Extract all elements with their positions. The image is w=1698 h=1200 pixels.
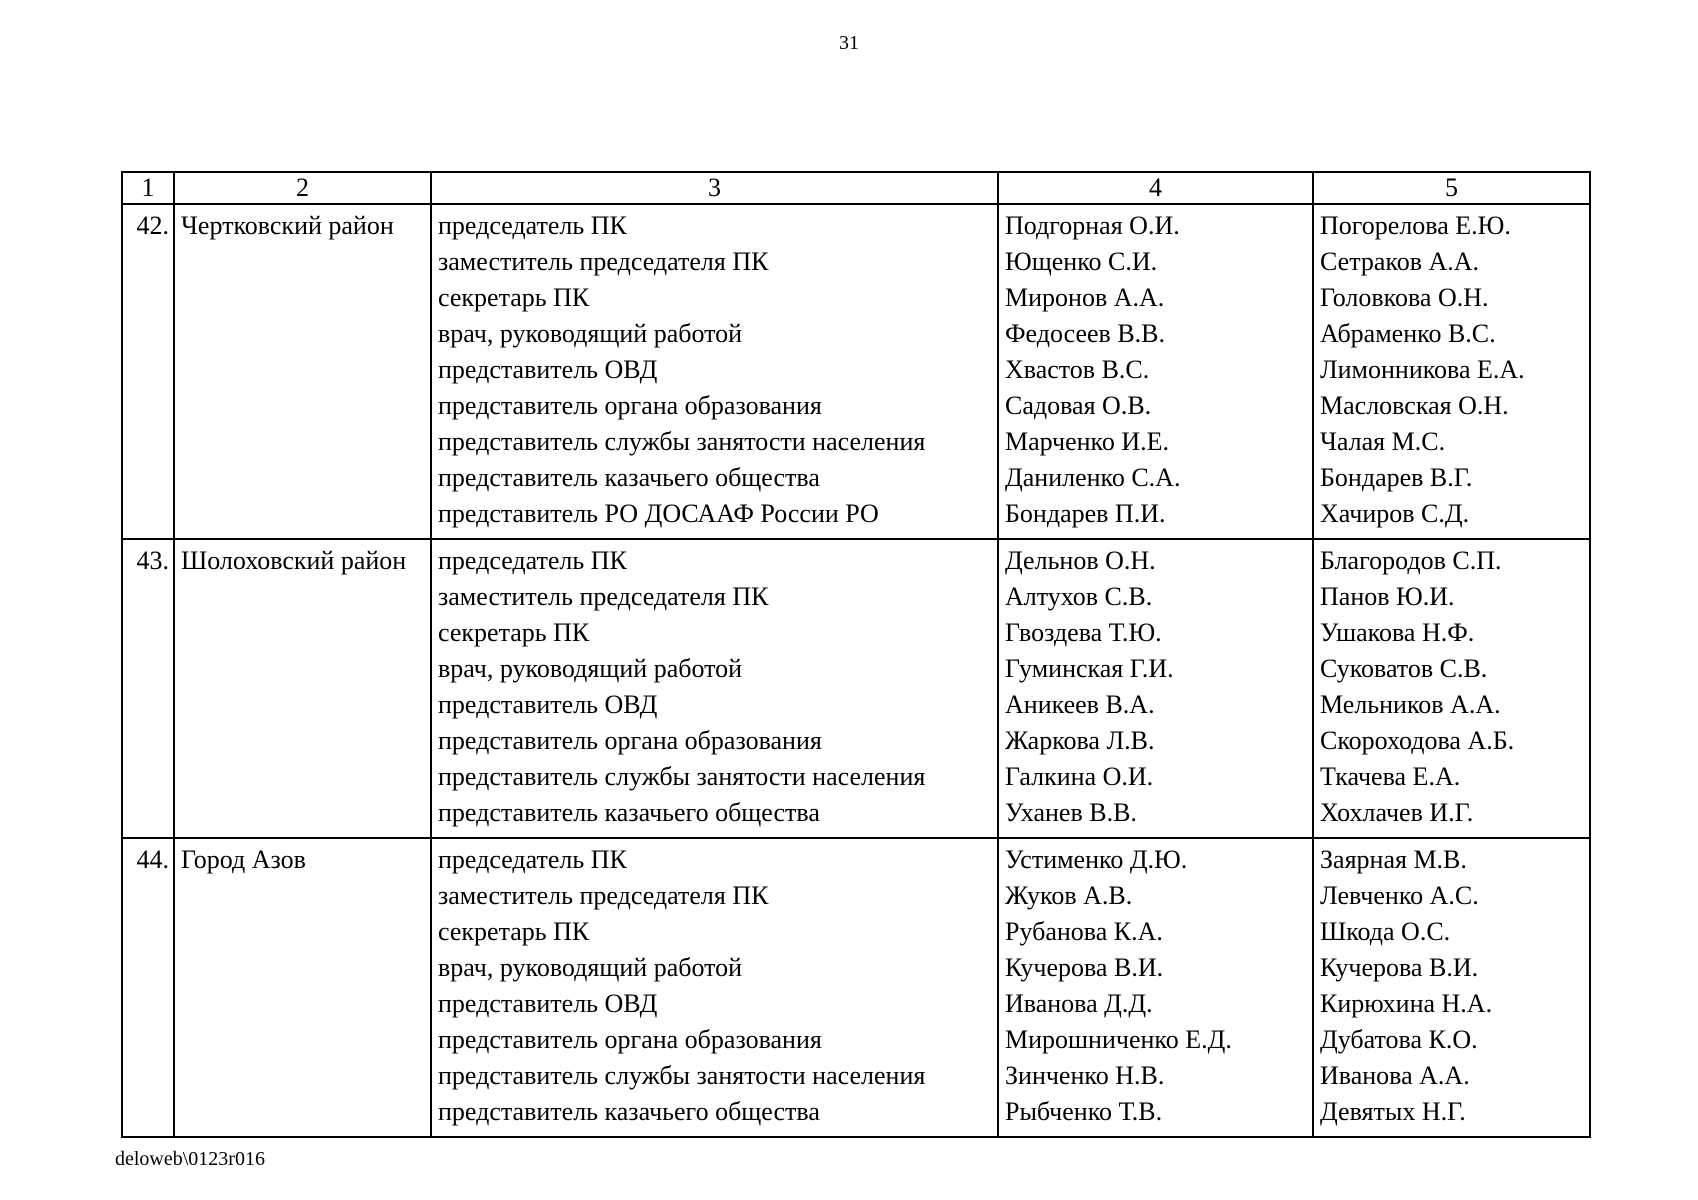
role-line: представитель казачьего общества: [438, 463, 820, 492]
member-name: Устименко Д.Ю.: [1005, 845, 1188, 874]
member-name: Марченко И.Е.: [1005, 427, 1170, 456]
member-name: Жуков А.В.: [1005, 881, 1133, 910]
member-name: Бондарев П.И.: [1005, 499, 1166, 528]
role-line: представитель РО ДОСААФ России РО: [438, 499, 879, 528]
reserve-cell: [1313, 539, 1590, 838]
reserve-name: Погорелова Е.Ю.: [1320, 211, 1511, 240]
role-line: представитель ОВД: [438, 355, 658, 384]
reserve-cell: [1313, 838, 1590, 1137]
member-name: Зинченко Н.В.: [1005, 1061, 1165, 1090]
member-name: Иванова Д.Д.: [1005, 989, 1153, 1018]
member-name: Дельнов О.Н.: [1005, 546, 1156, 575]
district-cell: [174, 204, 431, 539]
reserve-name: Ушакова Н.Ф.: [1320, 618, 1475, 647]
member-cell: [998, 539, 1313, 838]
role-line: заместитель председателя ПК: [438, 247, 769, 276]
role-cell: [431, 204, 998, 539]
table-row: [122, 838, 1590, 1137]
role-line: секретарь ПК: [438, 917, 590, 946]
reserve-name: Благородов С.П.: [1320, 546, 1502, 575]
role-line: председатель ПК: [438, 845, 627, 874]
member-name: Рыбченко Т.В.: [1005, 1097, 1163, 1126]
header-col-3: 3: [431, 172, 998, 204]
reserve-name: Абраменко В.С.: [1320, 319, 1496, 348]
reserve-name: Скороходова А.Б.: [1320, 726, 1515, 755]
role-line: представитель ОВД: [438, 690, 658, 719]
role-line: представитель ОВД: [438, 989, 658, 1018]
table-header-row: [122, 172, 1590, 204]
member-name: Ющенко С.И.: [1005, 247, 1158, 276]
role-line: представитель казачьего общества: [438, 798, 820, 827]
member-name: Жаркова Л.В.: [1005, 726, 1155, 755]
district-cell: [174, 539, 431, 838]
member-name: Миронов А.А.: [1005, 283, 1165, 312]
member-name: Кучерова В.И.: [1005, 953, 1164, 982]
reserve-name: Хачиров С.Д.: [1320, 499, 1470, 528]
reserve-name: Иванова А.А.: [1320, 1061, 1470, 1090]
reserve-name: Левченко А.С.: [1320, 881, 1479, 910]
reserve-name: Лимонникова Е.А.: [1320, 355, 1525, 384]
role-cell: [431, 539, 998, 838]
reserve-name: Чалая М.С.: [1320, 427, 1446, 456]
row-number: 42.: [122, 204, 174, 539]
table-row: [122, 539, 1590, 838]
reserve-name: Кучерова В.И.: [1320, 953, 1479, 982]
role-line: председатель ПК: [438, 546, 627, 575]
reserve-name: Заярная М.В.: [1320, 845, 1467, 874]
role-line: представитель казачьего общества: [438, 1097, 820, 1126]
role-line: заместитель председателя ПК: [438, 582, 769, 611]
role-line: секретарь ПК: [438, 618, 590, 647]
header-col-5: 5: [1313, 172, 1590, 204]
reserve-name: Дубатова К.О.: [1320, 1025, 1478, 1054]
footer-document-code: deloweb\0123r016: [115, 1148, 265, 1170]
reserve-name: Мельников А.А.: [1320, 690, 1501, 719]
reserve-name: Бондарев В.Г.: [1320, 463, 1473, 492]
member-name: Садовая О.В.: [1005, 391, 1152, 420]
member-name: Подгорная О.И.: [1005, 211, 1180, 240]
reserve-name: Суковатов С.В.: [1320, 654, 1488, 683]
district-name: Город Азов: [181, 845, 306, 874]
reserve-name: Шкода О.С.: [1320, 917, 1451, 946]
page-number: 31: [839, 32, 859, 54]
district-cell: [174, 838, 431, 1137]
member-cell: [998, 204, 1313, 539]
member-name: Федосеев В.В.: [1005, 319, 1166, 348]
member-name: Гвоздева Т.Ю.: [1005, 618, 1162, 647]
reserve-name: Панов Ю.И.: [1320, 582, 1455, 611]
commission-table: [121, 171, 1591, 1138]
table-row: [122, 204, 1590, 539]
role-line: врач, руководящий работой: [438, 953, 743, 982]
member-name: Гуминская Г.И.: [1005, 654, 1174, 683]
member-name: Даниленко С.А.: [1005, 463, 1181, 492]
member-name: Мирошниченко Е.Д.: [1005, 1025, 1232, 1054]
district-name: Чертковский район: [181, 211, 394, 240]
role-line: представитель службы занятости населения: [438, 1061, 926, 1090]
header-col-2: 2: [174, 172, 431, 204]
member-name: Галкина О.И.: [1005, 762, 1154, 791]
member-cell: [998, 838, 1313, 1137]
reserve-name: Хохлачев И.Г.: [1320, 798, 1474, 827]
header-col-4: 4: [998, 172, 1313, 204]
role-line: представитель службы занятости населения: [438, 762, 926, 791]
member-name: Рубанова К.А.: [1005, 917, 1163, 946]
role-cell: [431, 838, 998, 1137]
reserve-name: Кирюхина Н.А.: [1320, 989, 1493, 1018]
role-line: представитель органа образования: [438, 1025, 822, 1054]
reserve-name: Масловская О.Н.: [1320, 391, 1509, 420]
member-name: Хвастов В.С.: [1005, 355, 1150, 384]
reserve-cell: [1313, 204, 1590, 539]
row-number: 43.: [122, 539, 174, 838]
role-line: представитель органа образования: [438, 726, 822, 755]
reserve-name: Головкова О.Н.: [1320, 283, 1489, 312]
role-line: заместитель председателя ПК: [438, 881, 769, 910]
row-number: 44.: [122, 838, 174, 1137]
role-line: секретарь ПК: [438, 283, 590, 312]
role-line: врач, руководящий работой: [438, 319, 743, 348]
header-col-1: 1: [122, 172, 174, 204]
reserve-name: Ткачева Е.А.: [1320, 762, 1461, 791]
reserve-name: Сетраков А.А.: [1320, 247, 1480, 276]
role-line: представитель службы занятости населения: [438, 427, 926, 456]
member-name: Алтухов С.В.: [1005, 582, 1153, 611]
role-line: представитель органа образования: [438, 391, 822, 420]
district-name: Шолоховский район: [181, 546, 407, 575]
role-line: председатель ПК: [438, 211, 627, 240]
role-line: врач, руководящий работой: [438, 654, 743, 683]
member-name: Уханев В.В.: [1005, 798, 1137, 827]
reserve-name: Девятых Н.Г.: [1320, 1097, 1466, 1126]
member-name: Аникеев В.А.: [1005, 690, 1155, 719]
